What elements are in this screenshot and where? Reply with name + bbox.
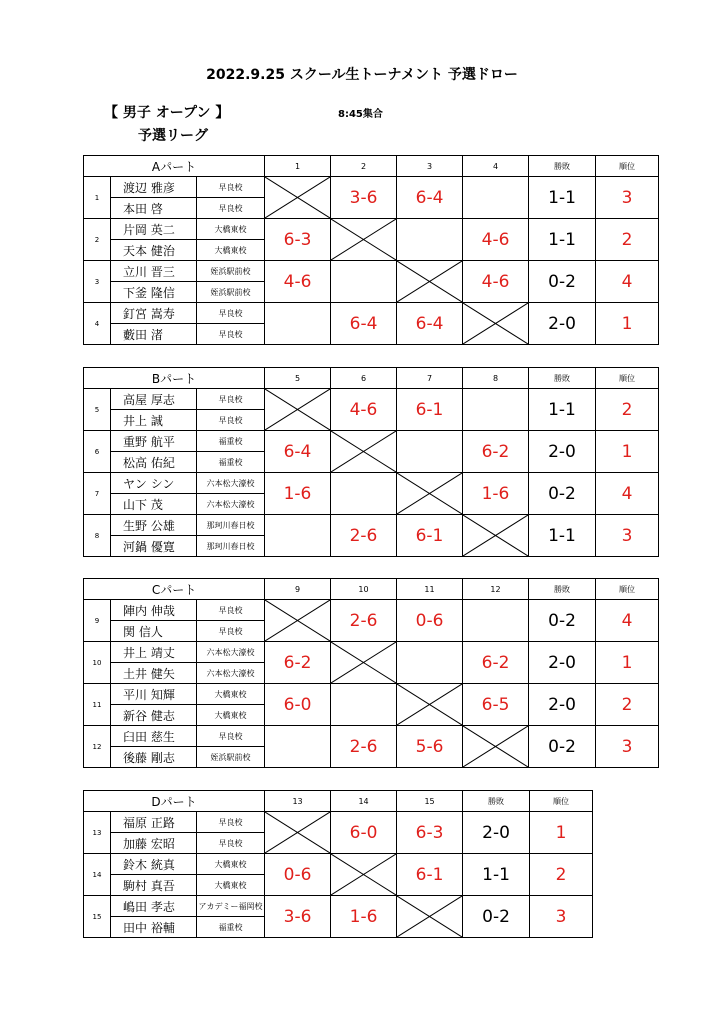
player-name: 田中 裕輔 xyxy=(111,917,197,938)
match-score: 1-6 xyxy=(463,473,529,515)
rank-value: 2 xyxy=(596,389,659,431)
entry-number: 2 xyxy=(84,219,111,261)
col-header: 4 xyxy=(463,156,529,177)
col-header: 2 xyxy=(331,156,397,177)
rank-header: 順位 xyxy=(530,791,593,812)
player-name: 後藤 剛志 xyxy=(111,747,197,768)
school-name: 早良校 xyxy=(197,726,265,747)
match-score: 2-6 xyxy=(331,726,397,768)
school-name: 大橋東校 xyxy=(197,854,265,875)
match-score xyxy=(331,473,397,515)
player-name: 福原 正路 xyxy=(111,812,197,833)
table-row xyxy=(84,812,593,833)
self-match-cell xyxy=(331,431,397,473)
group-table xyxy=(83,367,659,557)
win-loss: 0-2 xyxy=(463,896,530,938)
col-header: 5 xyxy=(265,368,331,389)
table-row xyxy=(84,261,659,282)
rank-value: 2 xyxy=(596,219,659,261)
match-score: 4-6 xyxy=(265,261,331,303)
player-name: 藪田 渚 xyxy=(111,324,197,345)
table-row xyxy=(84,303,659,324)
player-name: 加藤 宏昭 xyxy=(111,833,197,854)
wl-header: 勝敗 xyxy=(529,368,596,389)
col-header: 6 xyxy=(331,368,397,389)
entry-number: 4 xyxy=(84,303,111,345)
school-name: 早良校 xyxy=(197,410,265,431)
win-loss: 2-0 xyxy=(529,642,596,684)
part-name: Bパート xyxy=(84,368,265,389)
rank-value: 2 xyxy=(530,854,593,896)
win-loss: 1-1 xyxy=(529,177,596,219)
player-name: 渡辺 雅彦 xyxy=(111,177,197,198)
rank-value: 1 xyxy=(596,303,659,345)
rank-header: 順位 xyxy=(596,156,659,177)
assembly-time: 8:45集合 xyxy=(338,109,383,120)
self-match-cell xyxy=(463,726,529,768)
player-name: 鈴木 統真 xyxy=(111,854,197,875)
win-loss: 1-1 xyxy=(463,854,530,896)
win-loss: 1-1 xyxy=(529,389,596,431)
match-score xyxy=(463,600,529,642)
rank-value: 4 xyxy=(596,600,659,642)
player-name: 陣内 伸哉 xyxy=(111,600,197,621)
school-name: 姪浜駅前校 xyxy=(197,747,265,768)
table-row xyxy=(84,219,659,240)
player-name: 釘宮 嵩寿 xyxy=(111,303,197,324)
entry-number: 10 xyxy=(84,642,111,684)
school-name: 福重校 xyxy=(197,431,265,452)
match-score: 5-6 xyxy=(397,726,463,768)
school-name: 大橋東校 xyxy=(197,684,265,705)
col-header: 13 xyxy=(265,791,331,812)
match-score: 4-6 xyxy=(331,389,397,431)
entry-number: 11 xyxy=(84,684,111,726)
col-header: 7 xyxy=(397,368,463,389)
self-match-cell xyxy=(265,812,331,854)
match-score: 6-0 xyxy=(265,684,331,726)
match-score: 6-1 xyxy=(397,515,463,557)
rank-value: 2 xyxy=(596,684,659,726)
entry-number: 8 xyxy=(84,515,111,557)
school-name: アカデミー福岡校 xyxy=(197,896,265,917)
col-header: 11 xyxy=(397,579,463,600)
match-score: 6-2 xyxy=(265,642,331,684)
school-name: 姪浜駅前校 xyxy=(197,261,265,282)
player-name: 平川 知輝 xyxy=(111,684,197,705)
match-score: 0-6 xyxy=(397,600,463,642)
part-name: Dパート xyxy=(84,791,265,812)
col-header: 9 xyxy=(265,579,331,600)
page-title: 2022.9.25 スクール生トーナメント 予選ドロー xyxy=(206,67,518,83)
win-loss: 0-2 xyxy=(529,600,596,642)
school-name: 早良校 xyxy=(197,600,265,621)
match-score: 6-2 xyxy=(463,642,529,684)
win-loss: 1-1 xyxy=(529,219,596,261)
school-name: 大橋東校 xyxy=(197,240,265,261)
player-name: 本田 啓 xyxy=(111,198,197,219)
group-table xyxy=(83,155,659,345)
school-name: 福重校 xyxy=(197,917,265,938)
match-score: 3-6 xyxy=(331,177,397,219)
rank-value: 3 xyxy=(596,515,659,557)
player-name: 松高 佑紀 xyxy=(111,452,197,473)
self-match-cell xyxy=(463,515,529,557)
school-name: 早良校 xyxy=(197,812,265,833)
self-match-cell xyxy=(265,177,331,219)
self-match-cell xyxy=(265,389,331,431)
self-match-cell xyxy=(331,642,397,684)
table-row xyxy=(84,515,659,536)
self-match-cell xyxy=(331,854,397,896)
rank-value: 1 xyxy=(596,431,659,473)
col-header: 10 xyxy=(331,579,397,600)
entry-number: 12 xyxy=(84,726,111,768)
player-name: 井上 誠 xyxy=(111,410,197,431)
player-name: 嶋田 孝志 xyxy=(111,896,197,917)
entry-number: 15 xyxy=(84,896,111,938)
match-score xyxy=(463,177,529,219)
col-header: 12 xyxy=(463,579,529,600)
rank-value: 4 xyxy=(596,261,659,303)
entry-number: 9 xyxy=(84,600,111,642)
rank-value: 4 xyxy=(596,473,659,515)
match-score xyxy=(397,642,463,684)
match-score: 6-1 xyxy=(397,389,463,431)
wl-header: 勝敗 xyxy=(529,579,596,600)
table-row xyxy=(84,896,593,917)
match-score: 6-2 xyxy=(463,431,529,473)
rank-value: 1 xyxy=(530,812,593,854)
win-loss: 0-2 xyxy=(529,473,596,515)
school-name: 早良校 xyxy=(197,177,265,198)
table-row xyxy=(84,473,659,494)
entry-number: 1 xyxy=(84,177,111,219)
match-score: 0-6 xyxy=(265,854,331,896)
win-loss: 2-0 xyxy=(529,303,596,345)
part-name: Cパート xyxy=(84,579,265,600)
player-name: 河鍋 優寛 xyxy=(111,536,197,557)
rank-value: 3 xyxy=(530,896,593,938)
match-score: 1-6 xyxy=(331,896,397,938)
table-row xyxy=(84,726,659,747)
match-score: 6-3 xyxy=(397,812,463,854)
match-score xyxy=(331,684,397,726)
school-name: 六本松大濠校 xyxy=(197,494,265,515)
rank-header: 順位 xyxy=(596,579,659,600)
player-name: 重野 航平 xyxy=(111,431,197,452)
win-loss: 2-0 xyxy=(529,684,596,726)
rank-value: 3 xyxy=(596,177,659,219)
match-score: 2-6 xyxy=(331,600,397,642)
match-score xyxy=(331,261,397,303)
entry-number: 13 xyxy=(84,812,111,854)
col-header: 8 xyxy=(463,368,529,389)
school-name: 福重校 xyxy=(197,452,265,473)
table-row xyxy=(84,600,659,621)
school-name: 早良校 xyxy=(197,621,265,642)
entry-number: 14 xyxy=(84,854,111,896)
match-score xyxy=(463,389,529,431)
player-name: 山下 茂 xyxy=(111,494,197,515)
rank-value: 1 xyxy=(596,642,659,684)
match-score xyxy=(265,726,331,768)
category-heading: 【 男子 オープン 】 xyxy=(104,105,230,121)
player-name: 土井 健矢 xyxy=(111,663,197,684)
wl-header: 勝敗 xyxy=(529,156,596,177)
player-name: 立川 晋三 xyxy=(111,261,197,282)
match-score: 2-6 xyxy=(331,515,397,557)
self-match-cell xyxy=(397,261,463,303)
match-score: 1-6 xyxy=(265,473,331,515)
col-header: 1 xyxy=(265,156,331,177)
player-name: 新谷 健志 xyxy=(111,705,197,726)
col-header: 14 xyxy=(331,791,397,812)
school-name: 早良校 xyxy=(197,833,265,854)
table-row xyxy=(84,177,659,198)
school-name: 那珂川春日校 xyxy=(197,536,265,557)
school-name: 早良校 xyxy=(197,198,265,219)
player-name: 高屋 厚志 xyxy=(111,389,197,410)
match-score xyxy=(265,303,331,345)
player-name: 駒村 真吾 xyxy=(111,875,197,896)
match-score xyxy=(397,431,463,473)
self-match-cell xyxy=(265,600,331,642)
player-name: 関 信人 xyxy=(111,621,197,642)
wl-header: 勝敗 xyxy=(463,791,530,812)
school-name: 姪浜駅前校 xyxy=(197,282,265,303)
match-score xyxy=(265,515,331,557)
group-table xyxy=(83,790,593,938)
group-table xyxy=(83,578,659,768)
school-name: 六本松大濠校 xyxy=(197,642,265,663)
col-header: 15 xyxy=(397,791,463,812)
player-name: 臼田 慈生 xyxy=(111,726,197,747)
table-row xyxy=(84,431,659,452)
win-loss: 1-1 xyxy=(529,515,596,557)
player-name: 片岡 英二 xyxy=(111,219,197,240)
rank-header: 順位 xyxy=(596,368,659,389)
match-score: 6-4 xyxy=(397,177,463,219)
win-loss: 0-2 xyxy=(529,726,596,768)
match-score: 4-6 xyxy=(463,219,529,261)
win-loss: 0-2 xyxy=(529,261,596,303)
match-score: 6-5 xyxy=(463,684,529,726)
match-score: 6-0 xyxy=(331,812,397,854)
self-match-cell xyxy=(331,219,397,261)
school-name: 大橋東校 xyxy=(197,219,265,240)
school-name: 早良校 xyxy=(197,324,265,345)
entry-number: 3 xyxy=(84,261,111,303)
match-score: 3-6 xyxy=(265,896,331,938)
win-loss: 2-0 xyxy=(529,431,596,473)
entry-number: 5 xyxy=(84,389,111,431)
school-name: 早良校 xyxy=(197,303,265,324)
self-match-cell xyxy=(397,473,463,515)
school-name: 大橋東校 xyxy=(197,705,265,726)
match-score xyxy=(397,219,463,261)
match-score: 6-1 xyxy=(397,854,463,896)
player-name: 下釜 隆信 xyxy=(111,282,197,303)
self-match-cell xyxy=(463,303,529,345)
school-name: 那珂川春日校 xyxy=(197,515,265,536)
table-row xyxy=(84,642,659,663)
player-name: 生野 公雄 xyxy=(111,515,197,536)
col-header: 3 xyxy=(397,156,463,177)
win-loss: 2-0 xyxy=(463,812,530,854)
match-score: 6-3 xyxy=(265,219,331,261)
match-score: 4-6 xyxy=(463,261,529,303)
table-row xyxy=(84,854,593,875)
self-match-cell xyxy=(397,896,463,938)
self-match-cell xyxy=(397,684,463,726)
match-score: 6-4 xyxy=(265,431,331,473)
match-score: 6-4 xyxy=(397,303,463,345)
player-name: ヤン シン xyxy=(111,473,197,494)
entry-number: 7 xyxy=(84,473,111,515)
table-row xyxy=(84,389,659,410)
part-name: Aパート xyxy=(84,156,265,177)
school-name: 早良校 xyxy=(197,389,265,410)
round-subtitle: 予選リーグ xyxy=(138,128,208,144)
entry-number: 6 xyxy=(84,431,111,473)
player-name: 天本 健治 xyxy=(111,240,197,261)
match-score: 6-4 xyxy=(331,303,397,345)
table-row xyxy=(84,684,659,705)
player-name: 井上 靖丈 xyxy=(111,642,197,663)
school-name: 大橋東校 xyxy=(197,875,265,896)
school-name: 六本松大濠校 xyxy=(197,473,265,494)
school-name: 六本松大濠校 xyxy=(197,663,265,684)
rank-value: 3 xyxy=(596,726,659,768)
